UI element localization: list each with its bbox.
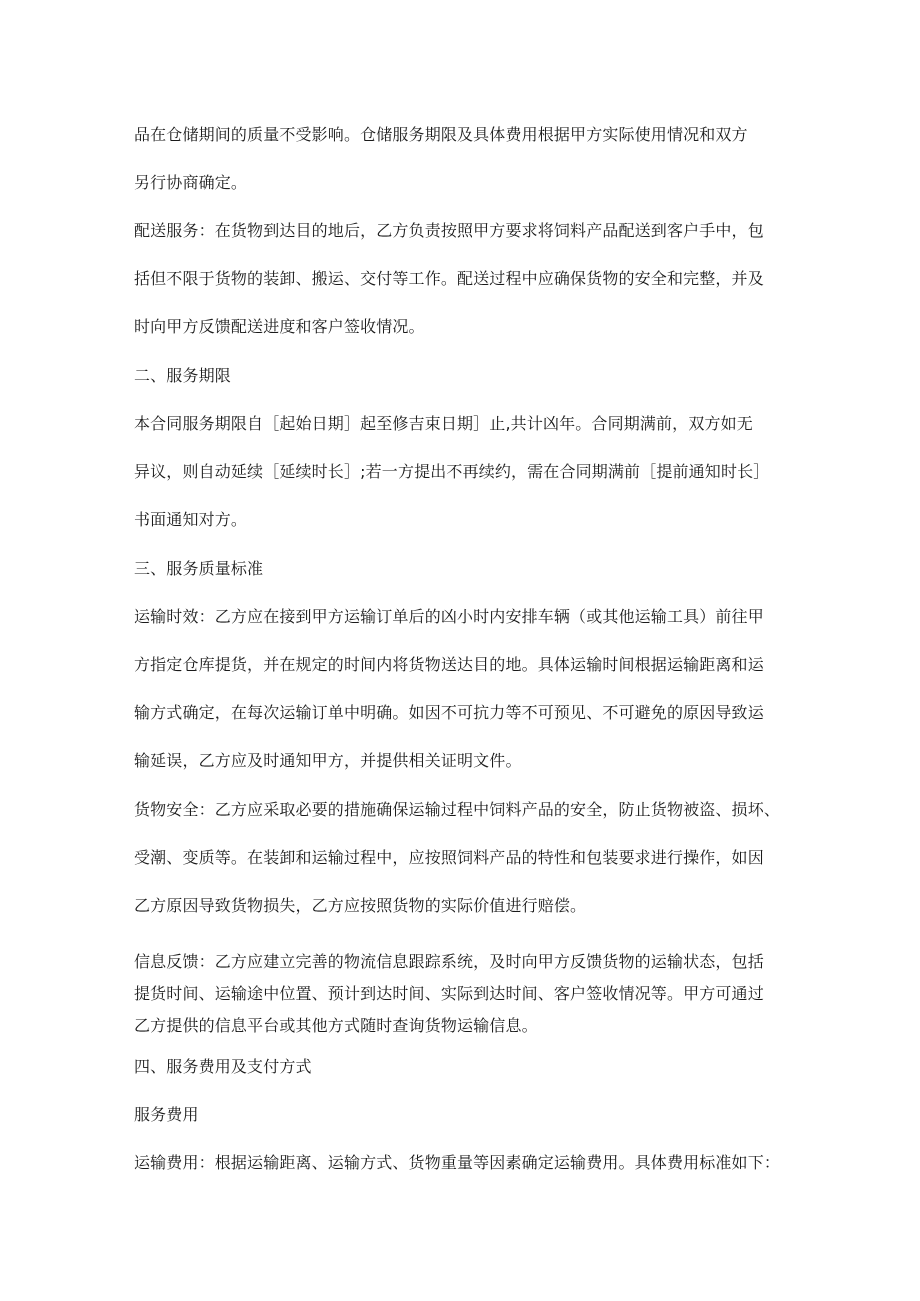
text-line: 括但不限于货物的装卸、搬运、交付等工作。配送过程中应确保货物的安全和完整，并及 bbox=[134, 269, 764, 288]
text-line: 运输费用：根据运输距离、运输方式、货物重量等因素确定运输费用。具体费用标准如下： bbox=[134, 1153, 781, 1172]
section-heading: 三、服务质量标准 bbox=[134, 559, 264, 578]
text-line: 书面通知对方。 bbox=[134, 510, 248, 529]
text-line: 配送服务：在货物到达目的地后，乙方负责按照甲方要求将饲料产品配送到客户手中，包 bbox=[134, 221, 764, 240]
text-line: 乙方提供的信息平台或其他方式随时查询货物运输信息。 bbox=[134, 1016, 538, 1035]
text-line: 输方式确定，在每次运输订单中明确。如因不可抗力等不可预见、不可避免的原因导致运 bbox=[134, 703, 764, 722]
text-line: 受潮、变质等。在装卸和运输过程中，应按照饲料产品的特性和包装要求进行操作，如因 bbox=[134, 848, 764, 867]
text-line: 另行协商确定。 bbox=[134, 173, 248, 192]
text-line: 异议，则自动延续［延续时长］;若一方提出不再续约，需在合同期满前［提前通知时长］ bbox=[134, 462, 770, 481]
text-line: 方指定仓库提货，并在规定的时间内将货物送达目的地。具体运输时间根据运输距离和运 bbox=[134, 655, 764, 674]
text-line: 运输时效：乙方应在接到甲方运输订单后的凶小时内安排车辆（或其他运输工具）前往甲 bbox=[134, 607, 764, 626]
subsection-heading: 服务费用 bbox=[134, 1105, 199, 1124]
text-line: 乙方原因导致货物损失，乙方应按照货物的实际价值进行赔偿。 bbox=[134, 896, 587, 915]
text-line: 时向甲方反馈配送进度和客户签收情况。 bbox=[134, 317, 425, 336]
text-line: 提货时间、运输途中位置、预计到达时间、实际到达时间、客户签收情况等。甲方可通过 bbox=[134, 984, 764, 1003]
section-heading: 二、服务期限 bbox=[134, 366, 231, 385]
text-line: 输延误，乙方应及时通知甲方，并提供相关证明文件。 bbox=[134, 751, 522, 770]
text-line: 品在仓储期间的质量不受影响。仓储服务期限及具体费用根据甲方实际使用情况和双方 bbox=[134, 125, 748, 144]
text-line: 本合同服务期限自［起始日期］起至修吉束日期］止,共计凶年。合同期满前，双方如无 bbox=[134, 414, 753, 433]
text-line: 货物安全：乙方应采取必要的措施确保运输过程中饲料产品的安全，防止货物被盗、损坏、 bbox=[134, 800, 781, 819]
section-heading: 四、服务费用及支付方式 bbox=[134, 1057, 312, 1076]
text-line: 信息反馈：乙方应建立完善的物流信息跟踪系统，及时向甲方反馈货物的运输状态，包括 bbox=[134, 952, 764, 971]
